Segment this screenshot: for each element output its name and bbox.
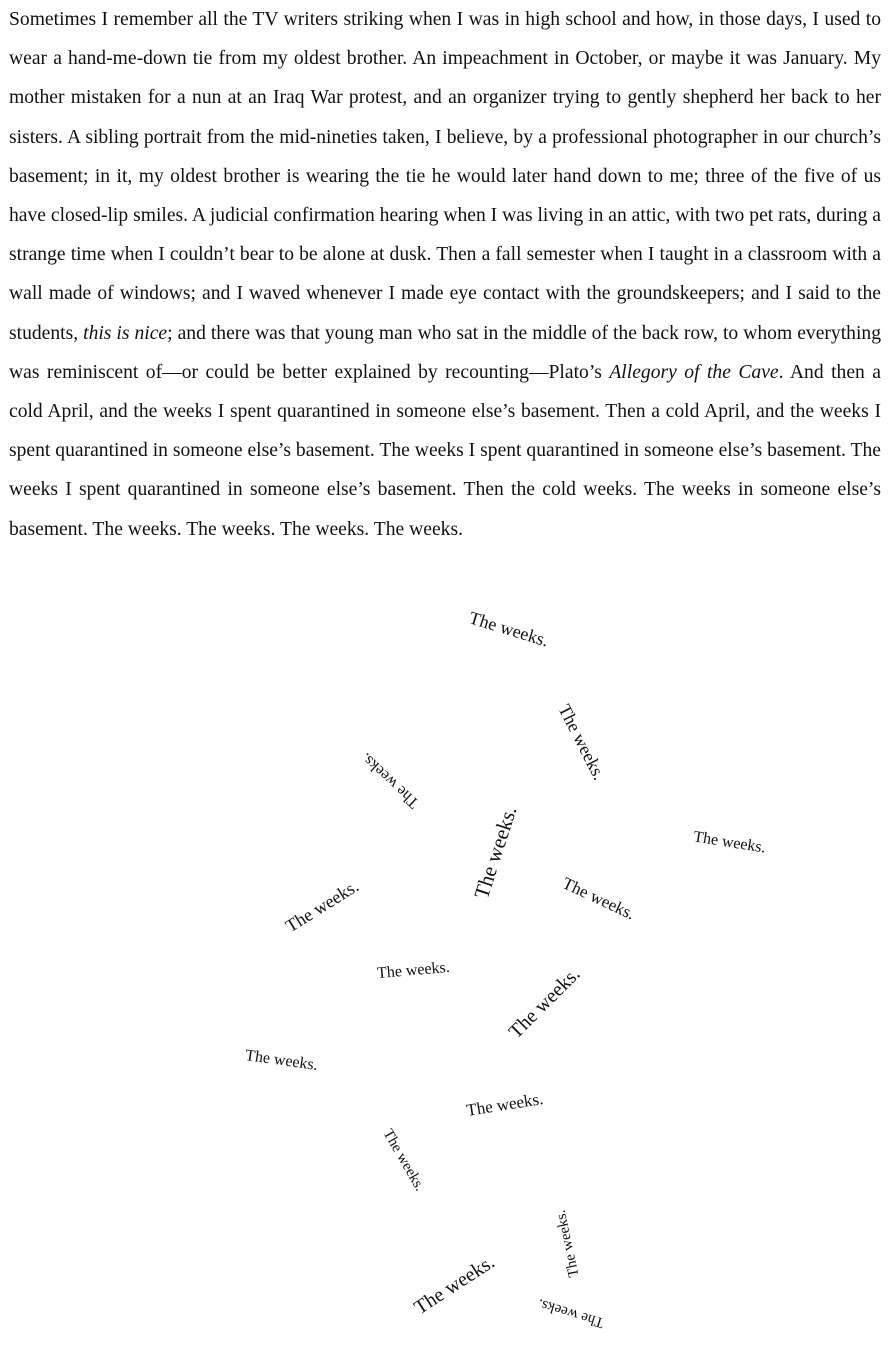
- scattered-phrase-5: The weeks.: [692, 828, 767, 857]
- scattered-phrase-2: The weeks.: [554, 700, 610, 784]
- scattered-phrase-14: The weeks.: [410, 1250, 499, 1320]
- scattered-phrase-4: The weeks.: [469, 803, 522, 902]
- scattered-phrase-7: The weeks.: [281, 875, 363, 937]
- italic-title-allegory: Allegory of the Cave: [609, 361, 779, 383]
- scattered-phrase-3: The weeks.: [357, 749, 423, 812]
- scattered-phrase-6: The weeks.: [559, 873, 638, 924]
- scattered-phrase-1: The weeks.: [466, 607, 552, 651]
- scattered-phrase-8: The weeks.: [376, 958, 451, 983]
- main-paragraph: [9, 0, 881, 549]
- scattered-phrase-12: The weeks.: [379, 1126, 428, 1194]
- paragraph-text-1: Sometimes I remember all the TV writers striking when I was in high school and how, in those days, I used to wear a hand-me-down tie from my oldest brother. An impeachment in October, or maybe it was January. My mother mistaken for a nun at an Iraq War protest, and an organizer trying to gently shepherd her back to her sisters. A sibling portrait from the mid-nineties taken, I believe, by a professional photographer in our church’s basement; in it, my oldest brother is wearing the tie he would later hand down to me; three of the five of us have closed-lip smiles. A judicial confirmation hearing when I was living in an attic, with two pet rats, during a strange time when I couldn’t bear to be alone at dusk. Then a fall semester when I taught in a classroom with a wall made of windows; and I waved whenever I made eye contact with the groundskeepers; and I said to the students,: [9, 9, 881, 344]
- scattered-phrase-13: The weeks.: [552, 1208, 583, 1279]
- scattered-phrase-11: The weeks.: [464, 1089, 545, 1120]
- scattered-phrase-9: The weeks.: [504, 963, 585, 1043]
- scattered-phrase-15: The weeks.: [536, 1295, 607, 1331]
- scattered-phrase-10: The weeks.: [244, 1047, 319, 1074]
- paragraph-text-2: ; and there was that young man who sat in the middle of the back row, to whom everything was reminiscent of—or could be better explained by recounting—Plato’s: [9, 322, 881, 383]
- paragraph-text-3: . And then a cold April, and the weeks I spent quarantined in someone else’s basement. Then a cold April, and the weeks I spent quarantined in someone else’s basement. The weeks I spent quarantined in someone else’s basement. The weeks I spent quarantined in someone else’s basement. Then the cold weeks. The weeks in someone else’s basement. The weeks. The weeks. The weeks. The weeks.: [9, 361, 881, 540]
- italic-phrase-this-is-nice: this is nice: [83, 322, 168, 344]
